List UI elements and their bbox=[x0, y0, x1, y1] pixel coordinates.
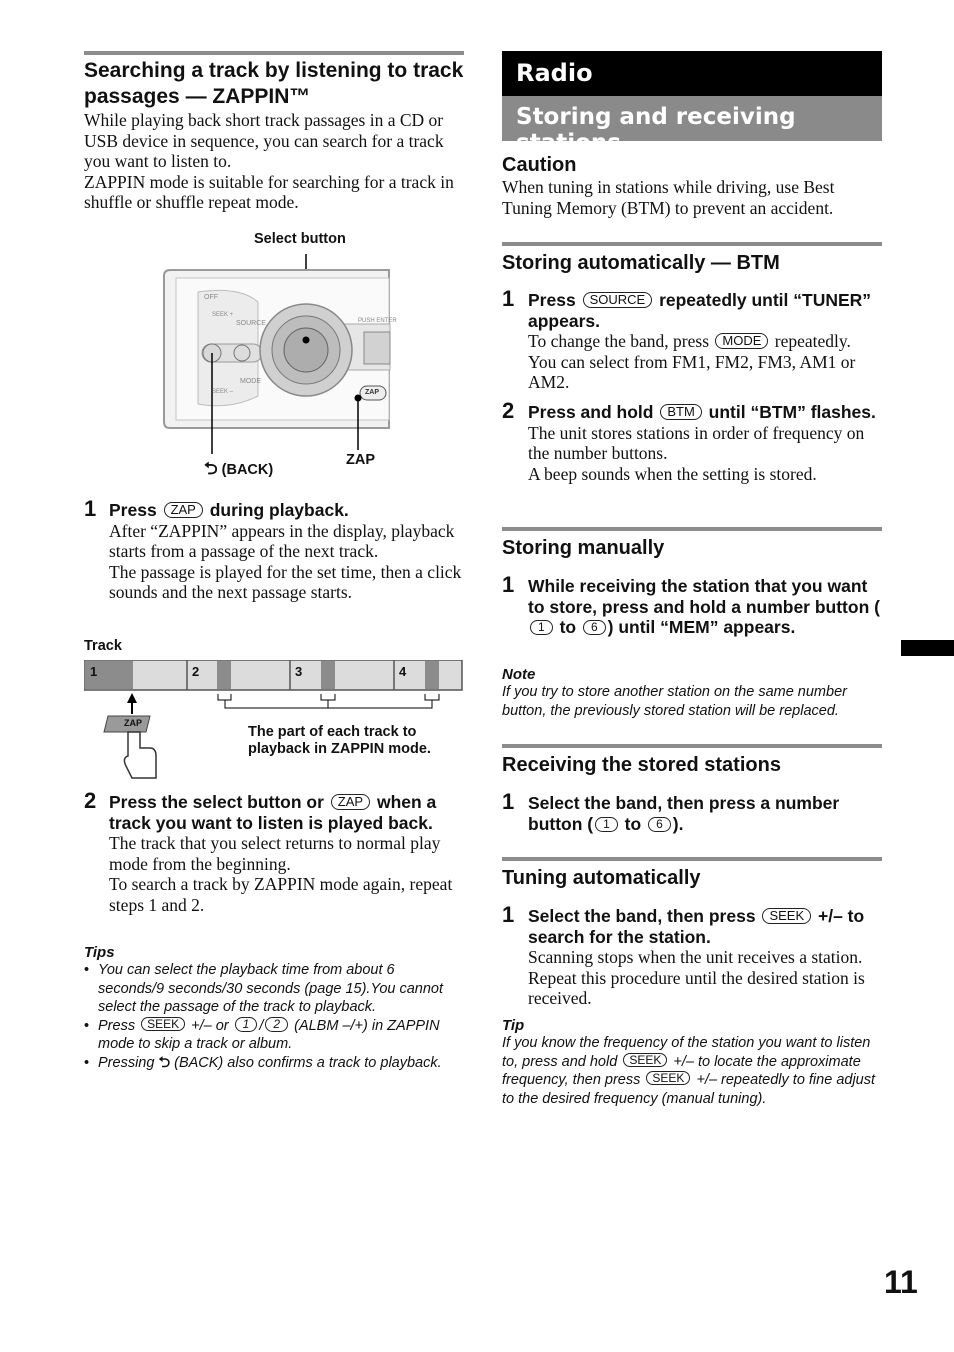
number-button-1: 1 bbox=[235, 1017, 258, 1032]
note-body: If you try to store another station on the same number button, the previously stored station will be replaced. bbox=[502, 684, 847, 719]
seek-key: SEEK bbox=[646, 1071, 690, 1085]
step-1-title-pre: Press bbox=[109, 500, 157, 520]
btm-step-1 bbox=[502, 286, 882, 393]
zap-key-illustration-label: ZAP bbox=[124, 718, 142, 728]
track-diagram-caption: The part of each track to playback in ZAPPIN mode. bbox=[248, 724, 431, 757]
back-label-text: (BACK) bbox=[221, 462, 274, 478]
tip-mid: +/– to locate the approximate frequency, then press bbox=[502, 1053, 861, 1088]
step-1-body-2: The passage is played for the set time, then a click sounds and the next passage starts. bbox=[109, 561, 462, 602]
tip-3-pre: Pressing bbox=[98, 1054, 155, 1071]
tuning-step-pre: Select the band, then press bbox=[528, 906, 756, 926]
receiving-rule bbox=[502, 744, 882, 748]
note-label: Note bbox=[502, 666, 536, 683]
back-label bbox=[204, 456, 273, 485]
track-diagram bbox=[84, 638, 464, 788]
caution-heading: Caution bbox=[502, 154, 577, 176]
zappin-tips bbox=[84, 944, 464, 1072]
seek-key: SEEK bbox=[141, 1017, 185, 1031]
tip-item bbox=[84, 1017, 464, 1054]
tip-2-pre: Press bbox=[98, 1017, 136, 1034]
btm-step-2-post: until “BTM” flashes. bbox=[708, 402, 876, 422]
tip-label: Tip bbox=[502, 1017, 525, 1034]
btm-step-1-body bbox=[528, 331, 882, 393]
tip-post: +/– repeatedly to fine adjust to the desired frequency (manual tuning). bbox=[502, 1072, 876, 1107]
manual-step-post: ) until “MEM” appears. bbox=[607, 617, 796, 637]
receiving-step-to: to bbox=[624, 813, 642, 834]
btm-step-2-pre: Press and hold bbox=[528, 402, 654, 422]
btm-step-1-pre: Press bbox=[528, 290, 576, 310]
track-number-1: 1 bbox=[90, 664, 98, 679]
panel-mode-label: MODE bbox=[240, 378, 261, 385]
tuning-heading: Tuning automatically bbox=[502, 867, 701, 889]
tip-item bbox=[84, 961, 464, 1017]
page-number: 11 bbox=[884, 1264, 918, 1300]
tip-2-mid: +/– or bbox=[191, 1017, 229, 1034]
btm-heading: Storing automatically — BTM bbox=[502, 252, 780, 274]
zappin-heading: Searching a track by listening to track passages — ZAPPIN™ bbox=[84, 59, 464, 108]
back-arrow-icon: ⮌ bbox=[158, 1054, 171, 1071]
btm-step-2-title bbox=[528, 402, 882, 423]
source-key: SOURCE bbox=[583, 292, 653, 308]
section-subtitle: Storing and receiving stations bbox=[516, 104, 796, 156]
manual-step-1 bbox=[502, 572, 882, 638]
step-2-body-1: The track that you select returns to normal play mode from the beginning. bbox=[109, 833, 441, 874]
zap-key: ZAP bbox=[164, 502, 203, 518]
btm-step-2-body-2: A beep sounds when the setting is stored. bbox=[528, 463, 817, 484]
zappin-section bbox=[84, 58, 464, 213]
device-faceplate-illustration bbox=[160, 228, 400, 478]
caution-block bbox=[502, 153, 882, 218]
step-2-title-post: when a track you want to listen is played back. bbox=[109, 792, 437, 833]
btm-step-1-title bbox=[528, 290, 882, 331]
step-1-body-1: After “ZAPPIN” appears in the display, playback starts from a passage of the next track. bbox=[109, 520, 455, 561]
panel-seek-plus-label: SEEK + bbox=[212, 312, 234, 318]
track-number-4: 4 bbox=[399, 664, 407, 679]
btm-step-2 bbox=[502, 398, 882, 484]
step-number: 1 bbox=[502, 789, 515, 814]
tip-2-slash: / bbox=[259, 1017, 264, 1034]
track-label: Track bbox=[84, 638, 122, 654]
tip-body bbox=[502, 1034, 882, 1108]
manual-step-to: to bbox=[559, 617, 577, 637]
section-title: Radio bbox=[516, 59, 593, 87]
step-number: 2 bbox=[502, 398, 515, 423]
zap-label: ZAP bbox=[346, 452, 375, 468]
panel-seek-minus-label: SEEK – bbox=[212, 389, 234, 395]
caution-body: When tuning in stations while driving, use Best Tuning Memory (BTM) to prevent an accident. bbox=[502, 177, 835, 218]
tips-label: Tips bbox=[84, 944, 115, 961]
zap-key: ZAP bbox=[331, 794, 370, 810]
manual-step-pre: While receiving the station that you want to store, press and hold a number button ( bbox=[528, 576, 880, 617]
tip-1-text: You can select the playback time from about 6 seconds/9 seconds/30 seconds (page 15).You cannot select the passage of the track to playback. bbox=[98, 962, 444, 1015]
manual-section bbox=[502, 536, 882, 560]
btm-step-1-body-post: repeatedly. You can select from FM1, FM2, FM3, AM1 or AM2. bbox=[528, 331, 856, 392]
number-button-2: 2 bbox=[265, 1017, 288, 1032]
number-button-6: 6 bbox=[583, 620, 606, 635]
tip-2-post: (ALBM –/+) in ZAPPIN mode to skip a track or album. bbox=[98, 1017, 440, 1052]
select-button-label: Select button bbox=[254, 231, 346, 247]
track-number-2: 2 bbox=[192, 664, 200, 679]
number-button-1: 1 bbox=[595, 817, 618, 832]
back-arrow-icon: ⮌ bbox=[204, 459, 218, 478]
side-tab-marker bbox=[901, 640, 954, 656]
seek-key: SEEK bbox=[623, 1053, 667, 1067]
btm-section bbox=[502, 251, 882, 275]
tuning-rule bbox=[502, 857, 882, 861]
zappin-step-2 bbox=[84, 788, 464, 915]
step-1-title-post: during playback. bbox=[209, 500, 349, 520]
section-subtitle-bar bbox=[502, 96, 882, 156]
track-number-3: 3 bbox=[295, 664, 303, 679]
tuning-section bbox=[502, 866, 882, 890]
step-number: 1 bbox=[502, 902, 515, 927]
number-button-1: 1 bbox=[530, 620, 553, 635]
tuning-step-body: Scanning stops when the unit receives a station. Repeat this procedure until the desired station is received. bbox=[528, 947, 865, 1008]
zappin-intro-1: While playing back short track passages in a CD or USB device in sequence, you can search for a track you want to listen to. bbox=[84, 110, 444, 171]
tuning-step-title bbox=[528, 906, 882, 947]
manual-step-title bbox=[528, 576, 882, 638]
step-2-title bbox=[109, 792, 464, 833]
btm-step-1-post: repeatedly until “TUNER” appears. bbox=[528, 290, 872, 331]
receiving-step-post: ). bbox=[672, 813, 684, 834]
receiving-step-1 bbox=[502, 789, 882, 834]
manual-rule bbox=[502, 527, 882, 531]
device-diagram bbox=[160, 228, 400, 478]
receiving-section bbox=[502, 753, 882, 777]
tuning-step-1 bbox=[502, 902, 882, 1009]
step-1-title bbox=[109, 500, 464, 521]
manual-note bbox=[502, 666, 882, 720]
btm-step-2-body-1: The unit stores stations in order of frequency on the number buttons. bbox=[528, 422, 865, 463]
section-title-bar bbox=[502, 51, 882, 96]
step-number: 1 bbox=[502, 572, 515, 597]
panel-off-label: OFF bbox=[204, 294, 218, 301]
btm-key: BTM bbox=[660, 404, 701, 420]
panel-push-enter-label: PUSH ENTER bbox=[358, 318, 397, 324]
step-number: 1 bbox=[84, 496, 97, 521]
panel-zap-label: ZAP bbox=[365, 389, 379, 396]
tip-3-post: (BACK) also confirms a track to playback. bbox=[174, 1054, 442, 1071]
tuning-tip bbox=[502, 1017, 882, 1108]
zappin-step-1 bbox=[84, 496, 464, 603]
btm-step-1-body-pre: To change the band, press bbox=[528, 331, 710, 351]
seek-key: SEEK bbox=[762, 908, 811, 924]
zappin-intro-2: ZAPPIN mode is suitable for searching for a track in shuffle or shuffle repeat mode. bbox=[84, 171, 454, 212]
tuning-step-post: +/– to search for the station. bbox=[528, 906, 865, 947]
receiving-step-pre: Select the band, then press a number button ( bbox=[528, 793, 840, 834]
btm-rule bbox=[502, 242, 882, 246]
step-2-title-pre: Press the select button or bbox=[109, 792, 324, 812]
panel-source-label: SOURCE bbox=[236, 320, 266, 327]
tip-pre: If you know the frequency of the station you want to listen to, press and hold bbox=[502, 1035, 871, 1070]
step-number: 2 bbox=[84, 788, 97, 813]
manual-heading: Storing manually bbox=[502, 537, 665, 559]
receiving-step-title bbox=[528, 793, 882, 834]
step-2-body-2: To search a track by ZAPPIN mode again, repeat steps 1 and 2. bbox=[109, 874, 453, 915]
number-button-6: 6 bbox=[648, 817, 671, 832]
step-number: 1 bbox=[502, 286, 515, 311]
left-heading-rule bbox=[84, 51, 464, 55]
receiving-heading: Receiving the stored stations bbox=[502, 754, 781, 776]
tip-item bbox=[84, 1054, 464, 1073]
mode-key: MODE bbox=[715, 333, 768, 349]
